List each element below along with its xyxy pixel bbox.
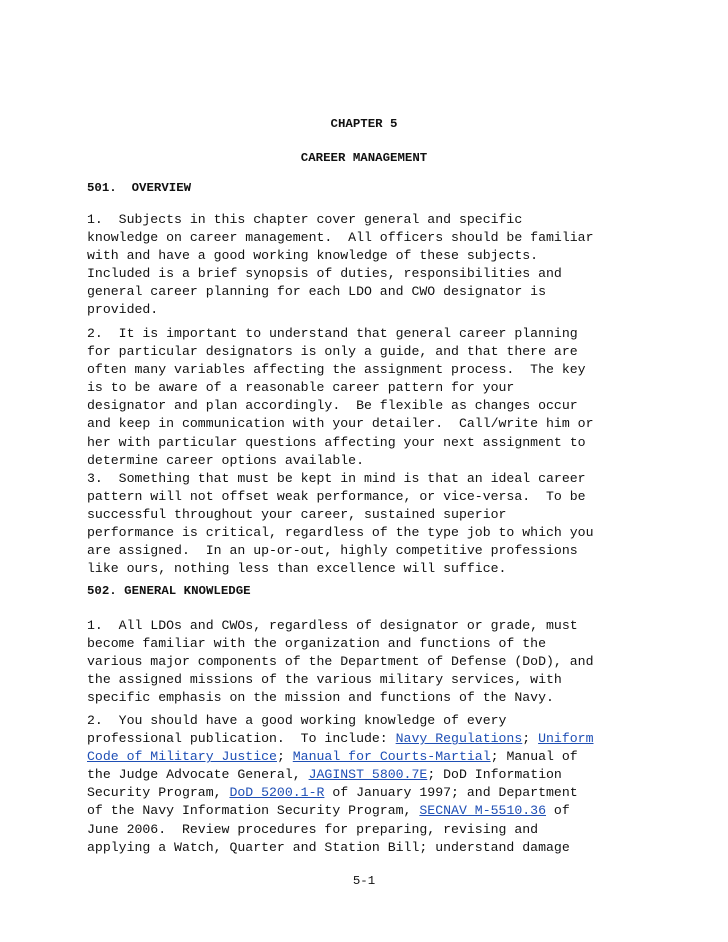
text-line: become familiar with the organization and functions of the [87, 636, 546, 652]
text-segment: Security Program, [87, 785, 230, 801]
text-line: determine career options available. [87, 452, 364, 468]
text-segment: ; [522, 731, 539, 747]
text-line: June 2006. Review procedures for preparing, revising and [87, 821, 539, 837]
text-segment: ; Manual of [490, 749, 578, 765]
link-secnav[interactable]: SECNAV M-5510.36 [419, 803, 547, 819]
paragraph-overview-3 [87, 470, 647, 579]
link-dod-5200[interactable]: DoD 5200.1-R [229, 785, 325, 801]
text-line: 2. You should have a good working knowledge of every [87, 713, 507, 728]
paragraph-general-knowledge-1 [87, 617, 647, 707]
text-line: designator and plan accordingly. Be flexible as changes occur [87, 398, 578, 414]
text-line: and keep in communication with your detailer. Call/write him or [87, 416, 594, 432]
text-segment: professional publication. To include: [87, 731, 396, 747]
text-line: successful throughout your career, sustained superior [87, 507, 507, 523]
paragraph-overview-2 [87, 325, 647, 470]
text-segment: ; DoD Information [427, 767, 562, 783]
text-line [87, 802, 647, 820]
text-segment: ; [276, 749, 293, 765]
text-line: 1. Subjects in this chapter cover general and specific [87, 212, 523, 227]
text-segment: of the Navy Information Security Program, [87, 803, 420, 819]
text-line: the assigned missions of the various military services, with [87, 672, 562, 688]
text-line: her with particular questions affecting your next assignment to [87, 434, 586, 450]
text-line: knowledge on career management. All officers should be familiar [87, 230, 594, 246]
text-line: performance is critical, regardless of the type job to which you [87, 525, 594, 541]
text-line: like ours, nothing less than excellence will suffice. [87, 561, 507, 577]
text-line [87, 766, 647, 784]
chapter-title: CHAPTER 5 [330, 117, 398, 131]
chapter-subtitle: CAREER MANAGEMENT [300, 151, 428, 165]
text-line: for particular designators is only a guide, and that there are [87, 344, 578, 360]
section-heading-overview: 501. OVERVIEW [87, 181, 192, 195]
text-line: are assigned. In an up-or-out, highly competitive professions [87, 543, 578, 559]
text-line: with and have a good working knowledge of these subjects. [87, 248, 539, 264]
text-line: 1. All LDOs and CWOs, regardless of designator or grade, must [87, 618, 578, 633]
text-line: often many variables affecting the assignment process. The key [87, 362, 586, 378]
link-navy-regulations[interactable]: Navy Regulations [395, 731, 523, 747]
text-line: is to be aware of a reasonable career pattern for your [87, 380, 515, 396]
page-number: 5-1 [352, 874, 376, 888]
text-segment: of [546, 803, 570, 819]
text-line [87, 748, 647, 766]
link-jaginst[interactable]: JAGINST 5800.7E [308, 767, 428, 783]
text-line: Included is a brief synopsis of duties, responsibilities and [87, 266, 562, 282]
text-line: general career planning for each LDO and CWO designator is [87, 284, 546, 300]
link-ucmj-continued[interactable]: Code of Military Justice [87, 749, 277, 765]
section-heading-general-knowledge: 502. GENERAL KNOWLEDGE [87, 584, 251, 598]
link-manual-courts-martial[interactable]: Manual for Courts-Martial [292, 749, 491, 765]
link-ucmj[interactable]: Uniform [538, 731, 594, 747]
text-line: specific emphasis on the mission and functions of the Navy. [87, 690, 554, 706]
text-line: pattern will not offset weak performance, or vice-versa. To be [87, 489, 586, 505]
text-line: provided. [87, 302, 159, 318]
text-line: applying a Watch, Quarter and Station Bill; understand damage [87, 839, 570, 855]
text-line [87, 730, 647, 748]
text-line: 2. It is important to understand that general career planning [87, 326, 578, 341]
text-segment: of January 1997; and Department [324, 785, 578, 801]
text-segment: the Judge Advocate General, [87, 767, 309, 783]
text-line [87, 784, 647, 802]
paragraph-general-knowledge-2 [87, 712, 647, 857]
text-line: 3. Something that must be kept in mind is that an ideal career [87, 471, 586, 486]
paragraph-overview-1 [87, 211, 647, 320]
text-line: various major components of the Department of Defense (DoD), and [87, 654, 594, 670]
